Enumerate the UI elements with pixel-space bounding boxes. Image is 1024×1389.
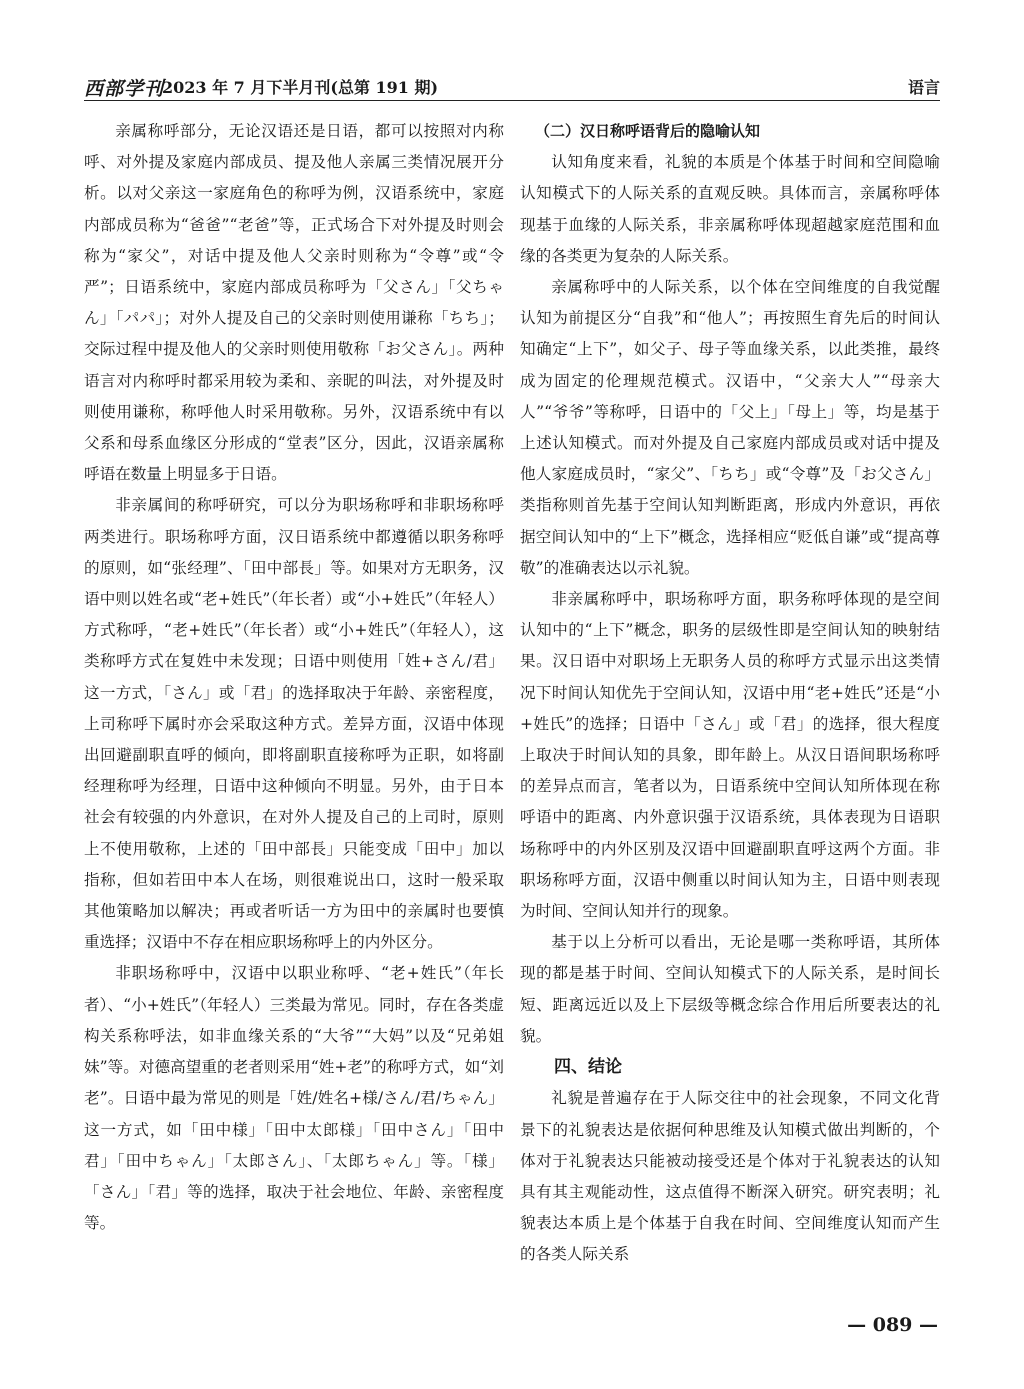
body-paragraph: 非亲属间的称呼研究，可以分为职场称呼和非职场称呼两类进行。职场称呼方面，汉日语系统中都遵循以职务称呼的原则，如“张经理”、「田中部長」等。如果对方无职务，汉语中则以姓名或“老+姓氏”（年长者）或“小+姓氏”（年轻人）方式称呼，“老+姓氏”（年长者）或“小+姓氏”（年轻人），这类称呼方式在复姓中未发现；日语中则使用「姓+さん/君」这一方式，「さん」或「君」的选择取决于年龄、亲密程度，上司称呼下属时亦会采取这种方式。差异方面，汉语中体现出回避副职直呼的倾向，即将副职直接称呼为正职，如将副经理称呼为经理，日语中这种倾向不明显。另外，由于日本社会有较强的内外意识，在对外人提及自己的上司时，原则上不使用敬称，上述的「田中部長」只能变成「田中」加以指称，但如若田中本人在场，则很难说出口，这时一般采取其他策略加以解决；再或者听话一方为田中的亲属时也要慎重选择；汉语中不存在相应职场称呼上的内外区分。 bbox=[84, 496, 504, 952]
section-subheading: （二）汉日称呼语背后的隐喻认知 bbox=[535, 122, 761, 140]
body-paragraph: 非亲属称呼中，职场称呼方面，职务称呼体现的是空间认知中的“上下”概念，职务的层级性即是空间认知的映射结果。汉日语中对职场上无职务人员的称呼方式显示出这类情况下时间认知优先于空间认知，汉语中用“老+姓氏”还是“小+姓氏”的选择；日语中「さん」或「君」的选择，很大程度上取决于时间认知的具象，即年龄上。从汉日语间职场称呼的差异点而言，笔者以为，日语系统中空间认知所体现在称呼语中的距离、内外意识强于汉语系统，具体表现为日语职场称呼中的内外区别及汉语中回避副职直呼这两个方面。非职场称呼方面，汉语中侧重以时间认知为主，日语中则表现为时间、空间认知并行的现象。 bbox=[520, 590, 940, 921]
section-heading: 四、结论 bbox=[554, 1057, 622, 1078]
page-number: — 089 — bbox=[847, 1314, 938, 1336]
right-column bbox=[520, 116, 940, 1271]
left-column bbox=[84, 116, 504, 1239]
body-paragraph: 礼貌是普遍存在于人际交往中的社会现象，不同文化背景下的礼貌表达是依据何种思维及认知模式做出判断的，个体对于礼貌表达只能被动接受还是个体对于礼貌表达的认知具有其主观能动性，这点值得不断深入研究。研究表明；礼貌表达本质上是个体基于自我在时间、空间维度认知而产生的各类人际关系 bbox=[520, 1089, 940, 1264]
body-paragraph: 非职场称呼中，汉语中以职业称呼、“老+姓氏”（年长者）、“小+姓氏”（年轻人）三类最为常见。同时，存在各类虚构关系称呼法，如非血缘关系的“大爷”“大妈”以及“兄弟姐妹”等。对德高望重的老者则采用“姓+老”的称呼方式，如“刘老”。日语中最为常见的则是「姓/姓名+様/さん/君/ちゃん」这一方式，如「田中様」「田中太郎様」「田中さん」「田中君」「田中ちゃん」「太郎さん」、「太郎ちゃん」等。「様」「さん」「君」等的选择，取决于社会地位、年龄、亲密程度等。 bbox=[84, 964, 504, 1233]
body-paragraph: 亲属称呼中的人际关系，以个体在空间维度的自我觉醒认知为前提区分“自我”和“他人”；再按照生育先后的时间认知确定“上下”，如父子、母子等血缘关系，以此类推，最终成为固定的伦理规范模式。汉语中，“父亲大人”“母亲大人”“爷爷”等称呼，日语中的「父上」「母上」等，均是基于上述认知模式。而对外提及自己家庭内部成员或对话中提及他人家庭成员时，“家父”、「ちち」或“令尊”及「お父さん」类指称则首先基于空间认知判断距离，形成内外意识，再依据空间认知中的“上下”概念，选择相应“贬低自谦”或“提高尊敬”的准确表达以示礼貌。 bbox=[520, 278, 940, 577]
journal-logo: 西部学刊 bbox=[84, 78, 165, 100]
running-header bbox=[84, 72, 940, 100]
body-paragraph: 基于以上分析可以看出，无论是哪一类称呼语，其所体现的都是基于时间、空间认知模式下的人际关系，是时间长短、距离远近以及上下层级等概念综合作用后所要表达的礼貌。 bbox=[520, 933, 940, 1045]
body-paragraph: 亲属称呼部分，无论汉语还是日语，都可以按照对内称呼、对外提及家庭内部成员、提及他人亲属三类情况展开分析。以对父亲这一家庭角色的称呼为例，汉语系统中，家庭内部成员称为“爸爸”“老爸”等，正式场合下对外提及时则会称为“家父”，对话中提及他人父亲时则称为“令尊”或“令严”；日语系统中，家庭内部成员称呼为「父さん」「父ちゃん」「パパ」；对外人提及自己的父亲时则使用谦称「ちち」；交际过程中提及他人的父亲时则使用敬称「お父さん」。两种语言对内称呼时都采用较为柔和、亲昵的叫法，对外提及时则使用谦称，称呼他人时采用敬称。另外，汉语系统中有以父系和母系血缘区分形成的“堂表”区分，因此，汉语亲属称呼语在数量上明显多于日语。 bbox=[84, 122, 504, 484]
section-label: 语言 bbox=[907, 78, 940, 97]
header-rule bbox=[84, 100, 940, 101]
body-paragraph: 认知角度来看，礼貌的本质是个体基于时间和空间隐喻认知模式下的人际关系的直观反映。具体而言，亲属称呼体现基于血缘的人际关系，非亲属称呼体现超越家庭范围和血缘的各类更为复杂的人际关系。 bbox=[520, 153, 940, 265]
issue-info: 2023 年 7 月下半月刊(总第 191 期) bbox=[162, 78, 439, 97]
